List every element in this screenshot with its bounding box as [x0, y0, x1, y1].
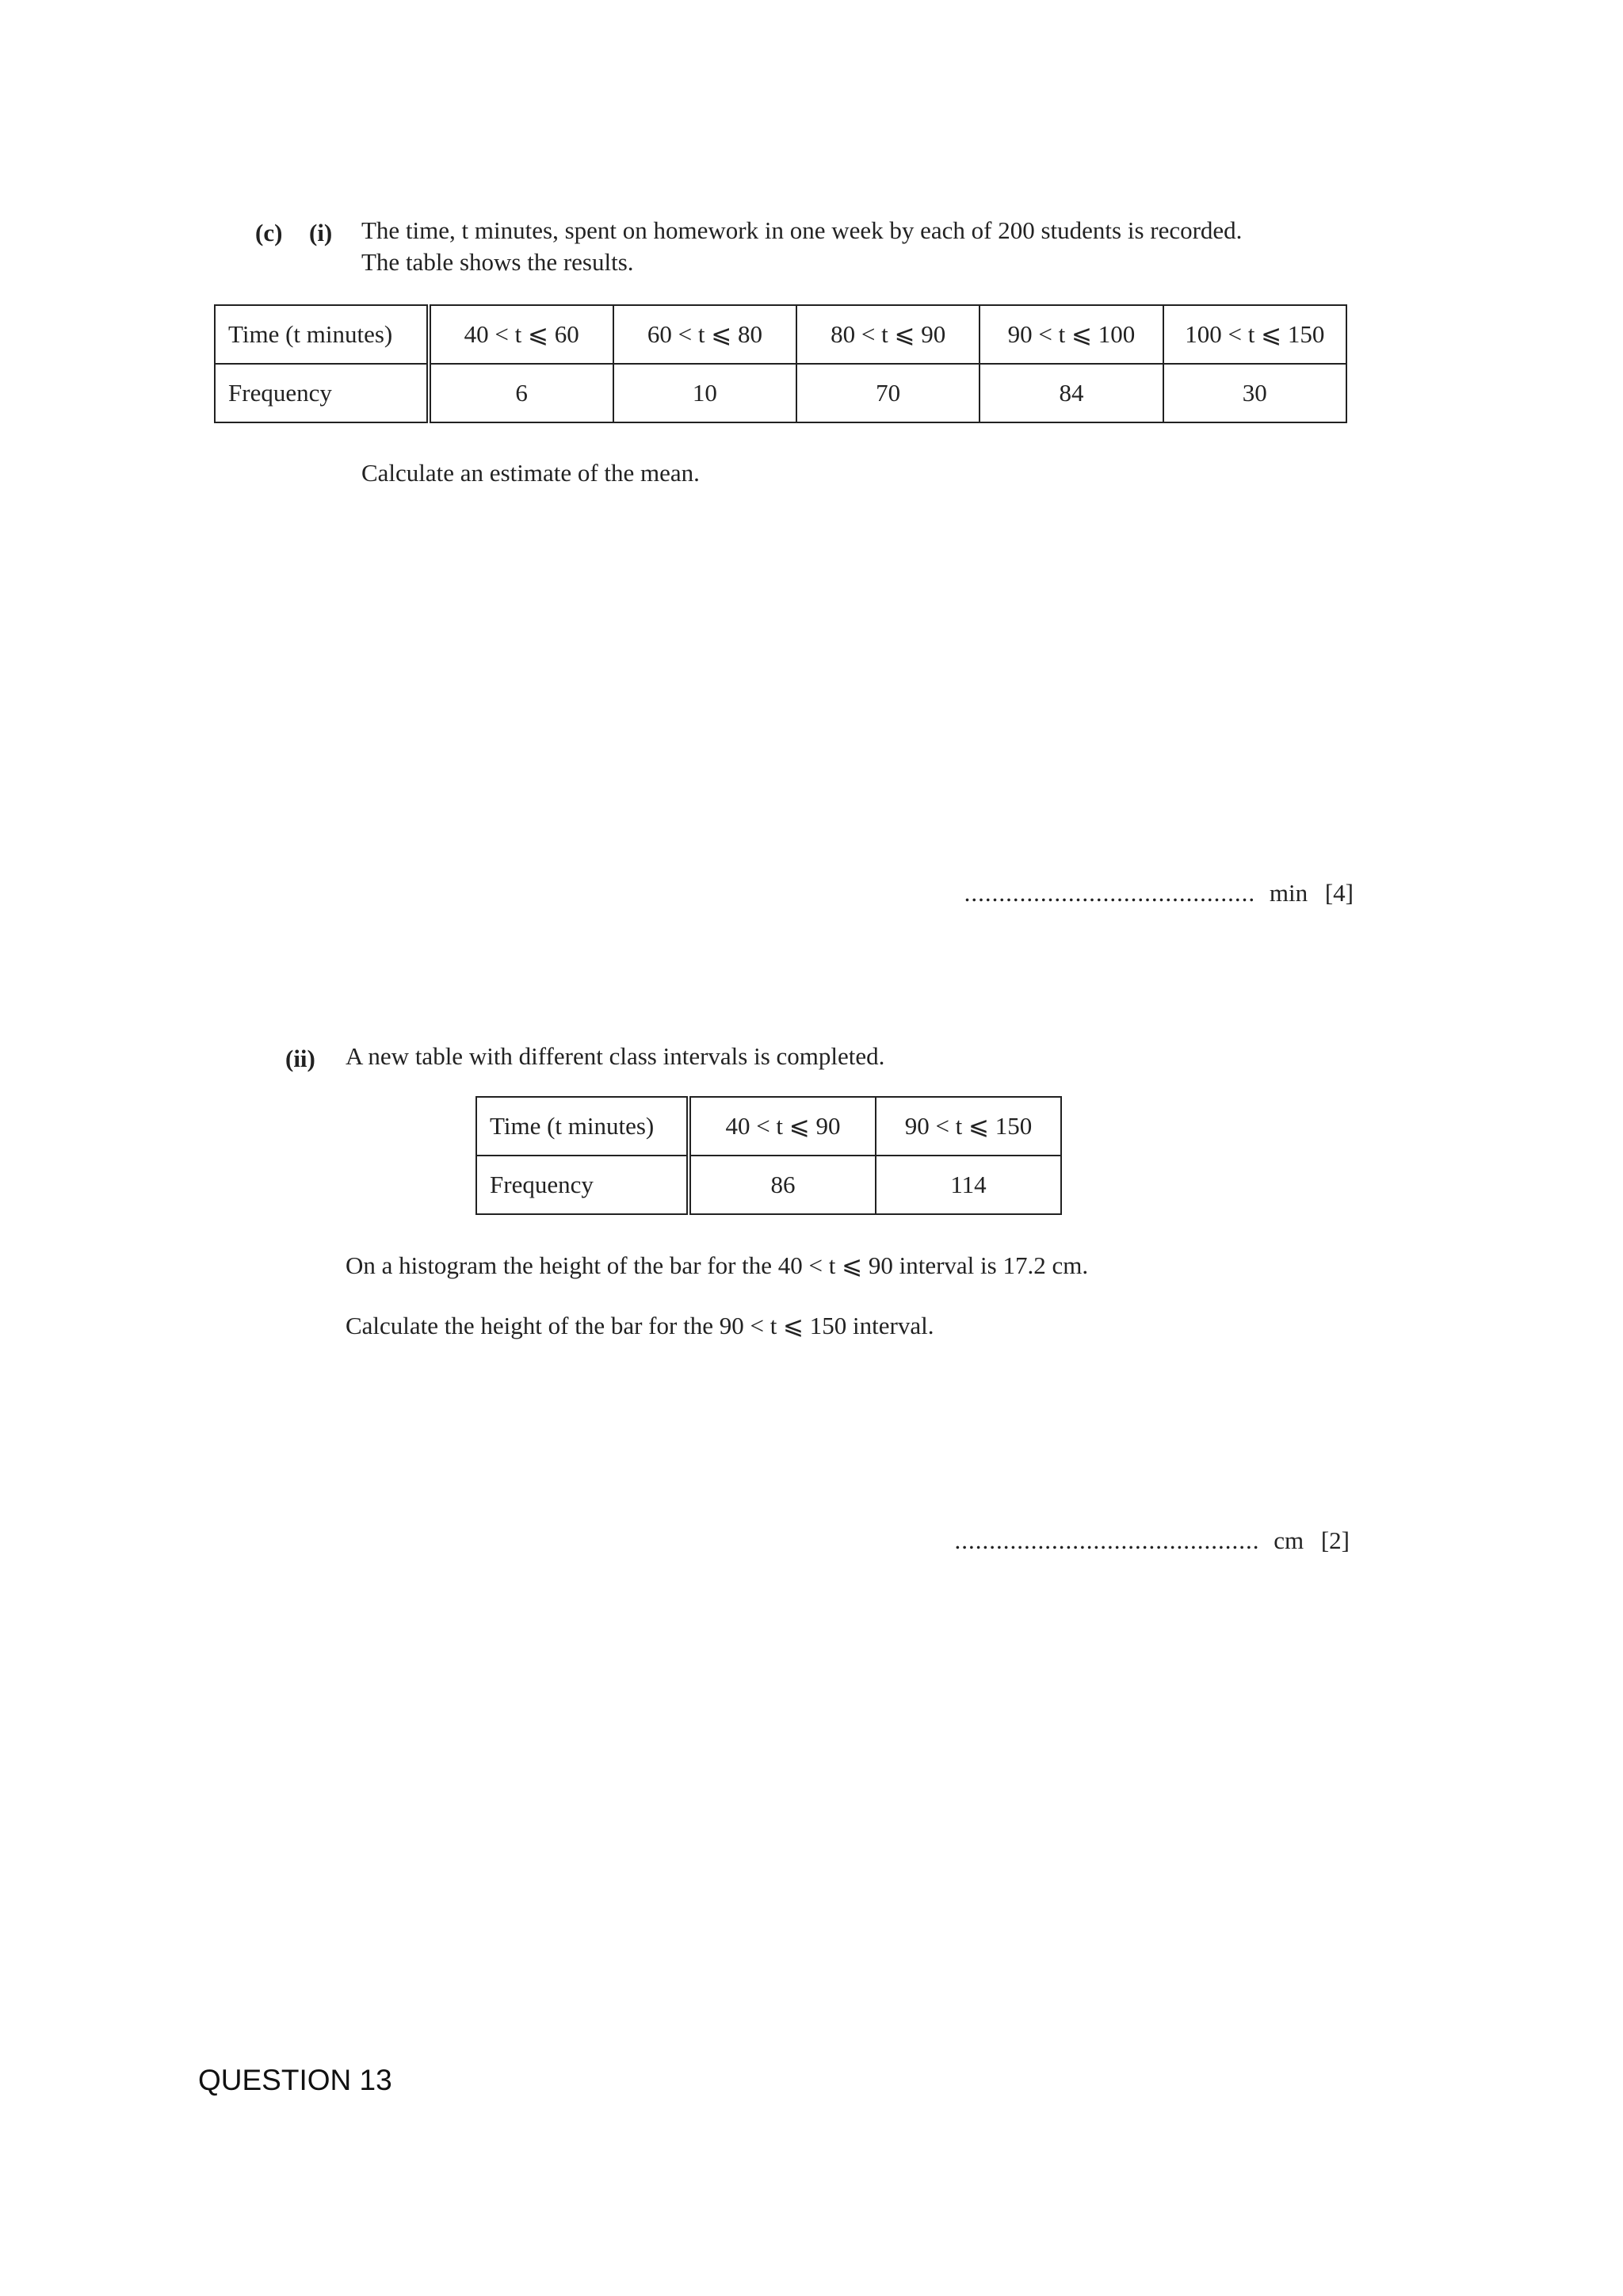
histogram-statement: On a histogram the height of the bar for the 40 < t ⩽ 90 interval is 17.2 cm.	[346, 1251, 1089, 1279]
frequency-cell: 114	[876, 1156, 1061, 1214]
frequency-table-i	[214, 304, 1347, 423]
question-intro-line2: The table shows the results.	[361, 248, 634, 276]
marks-4: [4]	[1324, 879, 1354, 907]
frequency-cell: 10	[613, 364, 796, 422]
interval-cell: 80 < t ⩽ 90	[796, 305, 980, 364]
answer-line-mean	[964, 879, 1354, 907]
row-head-frequency: Frequency	[476, 1156, 689, 1214]
table-row	[215, 305, 1346, 364]
instruction-height: Calculate the height of the bar for the 90 < t ⩽ 150 interval.	[346, 1312, 934, 1339]
row-head-time: Time (t minutes)	[215, 305, 429, 364]
frequency-cell: 70	[796, 364, 980, 422]
interval-cell: 100 < t ⩽ 150	[1163, 305, 1346, 364]
instruction-mean: Calculate an estimate of the mean.	[361, 459, 700, 487]
frequency-cell: 6	[429, 364, 613, 422]
interval-cell: 40 < t ⩽ 60	[429, 305, 613, 364]
table-row	[215, 364, 1346, 422]
answer-line-height	[954, 1526, 1350, 1555]
question-ii-intro: A new table with different class intervals is completed.	[346, 1042, 885, 1070]
marks-2: [2]	[1320, 1526, 1350, 1554]
question-number-label: QUESTION 13	[198, 2064, 392, 2096]
frequency-cell: 86	[689, 1156, 876, 1214]
interval-cell: 40 < t ⩽ 90	[689, 1097, 876, 1156]
answer-dots: ..........................................	[964, 879, 1256, 907]
table-row	[476, 1097, 1061, 1156]
interval-cell: 90 < t ⩽ 150	[876, 1097, 1061, 1156]
answer-unit-cm: cm	[1274, 1526, 1304, 1554]
part-c-ii-label: (ii)	[285, 1045, 315, 1072]
frequency-cell: 30	[1163, 364, 1346, 422]
interval-cell: 90 < t ⩽ 100	[980, 305, 1163, 364]
answer-dots: ............................................	[954, 1526, 1260, 1554]
frequency-table-ii	[475, 1096, 1062, 1215]
interval-cell: 60 < t ⩽ 80	[613, 305, 796, 364]
part-c-i-label: (i)	[309, 219, 333, 246]
answer-unit-min: min	[1269, 879, 1308, 907]
frequency-cell: 84	[980, 364, 1163, 422]
row-head-time: Time (t minutes)	[476, 1097, 689, 1156]
question-intro-line1: The time, t minutes, spent on homework in one week by each of 200 students is recorded.	[361, 216, 1243, 244]
part-c-label: (c)	[255, 219, 283, 246]
table-row	[476, 1156, 1061, 1214]
row-head-frequency: Frequency	[215, 364, 429, 422]
